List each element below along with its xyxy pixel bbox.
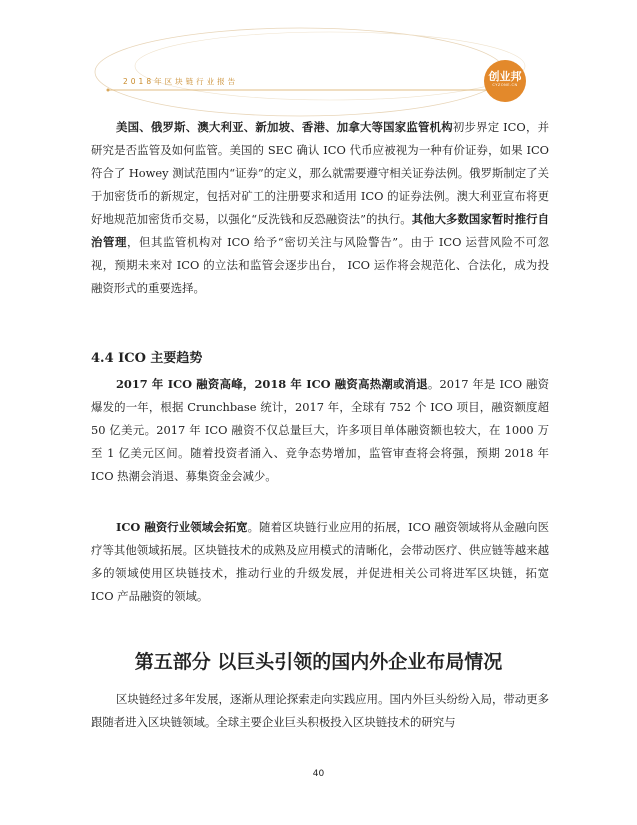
section-heading-ico-trends: 4.4 ICO 主要趋势 (91, 351, 203, 366)
logo-subtext: CYZONE.CN (492, 83, 518, 87)
cyzone-logo (484, 60, 526, 102)
part-five-heading: 第五部分 以巨头引领的国内外企业布局情况 (134, 651, 503, 673)
logo-text: 创业邦 (488, 70, 522, 83)
ico-peak-bold-lead: 2017 年 ICO 融资高峰，2018 年 ICO 融资高热潮或消退 (116, 377, 428, 391)
report-title: 2018年区块链行业报告 (123, 77, 239, 86)
regulation-bold-lead: 美国、俄罗斯、澳大利亚、新加坡、香港、加拿大等国家监管机构 (116, 120, 453, 134)
paragraph-blockchain-intro (91, 688, 549, 734)
paragraph-ico-peak (91, 373, 549, 488)
paragraph-ico-fields (91, 516, 549, 608)
regulation-bold-mid: 其他大多数国家暂时推行自治管理 (91, 212, 549, 249)
ico-fields-text: 。随着区块链行业应用的拓展，ICO 融资领域将从金融向医疗等其他领域拓展。区块链技术的成熟及应用模式的清晰化，会带动医疗、供应链等越来越多的领域使用区块链技术，推动行业的升级发展，并促进相关公司将进军区块链，拓宽 ICO 产品融资的领域。 (91, 520, 549, 603)
paragraph-regulation (91, 116, 549, 300)
regulation-text-a: 初步界定 ICO，并研究是否监管及如何监管。美国的 SEC 确认 ICO 代币应被视为一种有价证券，如果 ICO 符合了 Howey 测试范围内“证券”的定义，那么就需要遵守相关证券法例。俄罗斯制定了关于加密货币的新规定，包括对矿工的注册要求和适用 ICO 的证券法例。澳大利亚宣布将更好地规范加密货币交易，以强化“反洗钱和反恐融资法”的执行。 (91, 120, 549, 226)
page-header (0, 0, 637, 120)
page-number: 40 (312, 769, 325, 779)
ico-peak-text: 。2017 年是 ICO 融资爆发的一年，根据 Crunchbase 统计，2017 年，全球有 752 个 ICO 项目，融资额度超 50 亿美元。2017 年 ICO 融资不仅总量巨大，许多项目单体融资额也较大，在 1000 万至 1 亿美元区间。随着投资者涌入、竞争态势增加，监管审查将会将强，预期 2018 年 ICO 热潮会消退、募集资金会减少。 (91, 377, 549, 483)
regulation-text-b: ，但其监管机构对 ICO 给予“密切关注与风险警告”。由于 ICO 运营风险不可忽视，预期未来对 ICO 的立法和监管会逐步出台， ICO 运作将会规范化、合法化，成为投融资形式的重要选择。 (91, 235, 549, 295)
blockchain-intro-text: 区块链经过多年发展，逐渐从理论探索走向实践应用。国内外巨头纷纷入局，带动更多跟随者进入区块链领域。全球主要企业巨头积极投入区块链技术的研究与 (91, 692, 549, 729)
header-decoration (0, 0, 637, 120)
ico-fields-bold-lead: ICO 融资行业领域会拓宽 (116, 520, 248, 534)
